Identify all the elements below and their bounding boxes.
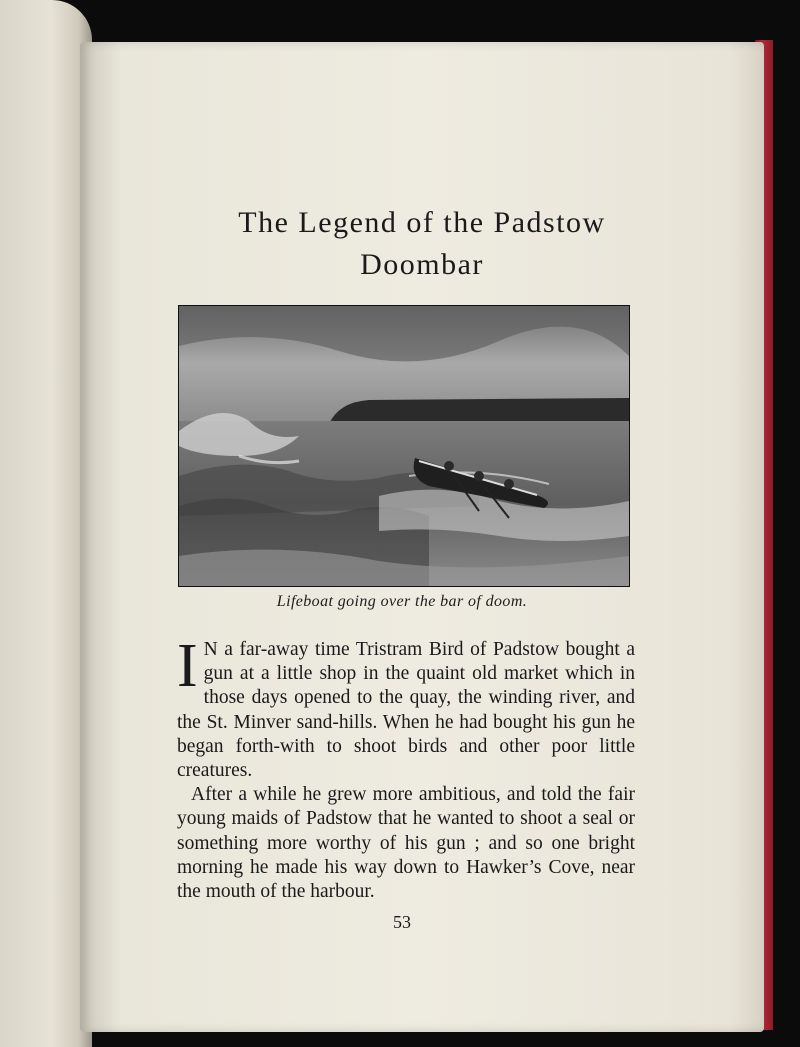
- paragraph-1: [177, 632, 635, 783]
- paragraph-1-text: N a far-away time Tristram Bird of Padstow bought a gun at a little shop in the quaint old market which in those days opened to the quay, the winding river, and the St. Minver sand-hills. When he had bought his gun he began forth-with to shoot birds and other poor little creatures.: [177, 639, 635, 782]
- drop-cap: I: [177, 632, 198, 700]
- chapter-title-line-1: The Legend of the Padstow: [238, 206, 606, 239]
- page-number: 53: [393, 912, 411, 932]
- paragraph-2: After a while he grew more ambitious, and told the fair young maids of Padstow that he wanted to shoot a seal or something more worthy of his gun ; and so one bright morning he made his way down to Hawker’s Cove, near the mouth of the harbour.: [177, 784, 635, 903]
- chapter-title: [80, 202, 764, 286]
- chapter-title-line-2: Doombar: [360, 248, 484, 281]
- book-page: [80, 42, 764, 1032]
- facing-page: [0, 0, 92, 1047]
- body-text: [177, 632, 635, 904]
- illustration-caption: Lifeboat going over the bar of doom.: [276, 593, 528, 610]
- lifeboat-illustration-drawing: [179, 306, 629, 586]
- lifeboat-illustration: [178, 305, 630, 587]
